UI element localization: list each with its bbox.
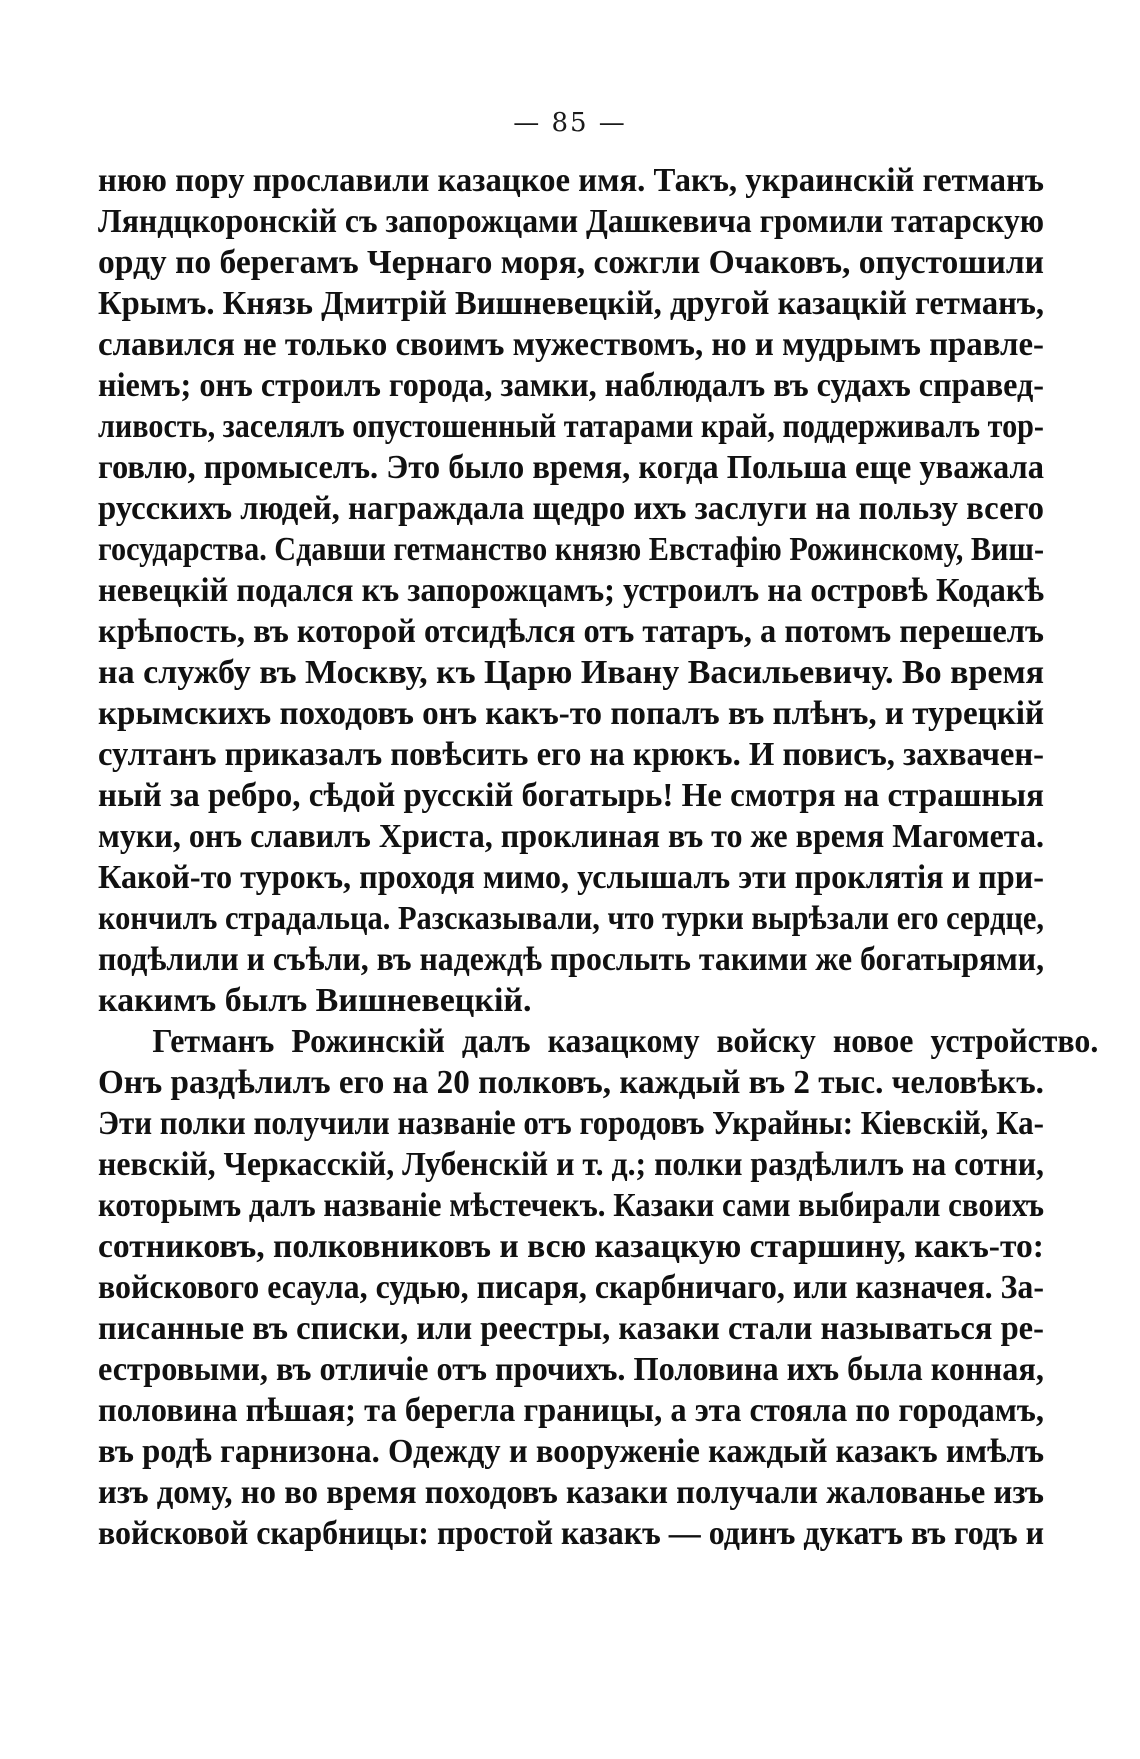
text-line: Эти полки получили названіе отъ городовъ Украйны: Кіевскій, Ка-	[98, 1105, 1044, 1142]
text-line: ный за ребро, сѣдой русскій богатырь! Не смотря на страшныя	[98, 777, 1044, 814]
text-line: изъ дому, но во время походовъ казаки получали жалованье изъ	[98, 1474, 1045, 1511]
text-line: которымъ далъ названіе мѣстечекъ. Казаки сами выбирали своихъ	[98, 1187, 1045, 1224]
body-text	[98, 160, 1099, 1554]
text-line: русскихъ людей, награждала щедро ихъ заслуги на пользу всего	[98, 490, 1045, 527]
text-line: славился не только своимъ мужествомъ, но и мудрымъ правле-	[98, 326, 1044, 363]
text-line: крѣпость, въ которой отсидѣлся отъ татаръ, а потомъ перешелъ	[98, 613, 1044, 650]
text-line: невскій, Черкасскій, Лубенскій и т. д.; полки раздѣлилъ на сотни,	[98, 1146, 1044, 1183]
text-line: кончилъ страдальца. Разсказывали, что турки вырѣзали его сердце,	[98, 900, 1045, 937]
text-line: естровыми, въ отличіе отъ прочихъ. Половина ихъ была конная,	[98, 1351, 1044, 1388]
text-line: Онъ раздѣлилъ его на 20 полковъ, каждый въ 2 тыс. человѣкъ.	[98, 1064, 1044, 1101]
text-line: подѣлили и съѣли, въ надеждѣ прослыть такими же богатырями,	[98, 941, 1045, 978]
text-line: на службу въ Москву, къ Царю Ивану Васильевичу. Во время	[98, 654, 1045, 691]
text-line: войскового есаула, судью, писаря, скарбничаго, или казначея. За-	[98, 1269, 1044, 1306]
text-line: говлю, промыселъ. Это было время, когда Польша еще уважала	[98, 449, 1044, 486]
text-line: Гетманъ Рожинскій далъ казацкому войску новое устройство.	[152, 1023, 1099, 1060]
text-line: половина пѣшая; та берегла границы, а эта стояла по городамъ,	[98, 1392, 1044, 1429]
text-line: нюю пору прославили казацкое имя. Такъ, украинскій гетманъ	[98, 162, 1045, 199]
text-line: невецкій подался къ запорожцамъ; устроилъ на островѣ Кодакѣ	[98, 572, 1045, 609]
text-line: ливость, заселялъ опустошенный татарами край, поддерживалъ тор-	[98, 408, 1044, 445]
page-number: — 85 —	[513, 108, 627, 138]
text-line: орду по берегамъ Чернаго моря, сожгли Очаковъ, опустошили	[98, 244, 1045, 281]
text-line: Какой-то турокъ, проходя мимо, услышалъ эти проклятія и при-	[98, 859, 1044, 896]
text-line: въ родѣ гарнизона. Одежду и вооруженіе каждый казакъ имѣлъ	[98, 1433, 1045, 1470]
text-line: ніемъ; онъ строилъ города, замки, наблюдалъ въ судахъ справед-	[98, 367, 1045, 404]
text-line: государства. Сдавши гетманство князю Евстафію Рожинскому, Виш-	[98, 531, 1045, 568]
text-line: писанные въ списки, или реестры, казаки стали называться ре-	[98, 1310, 1044, 1347]
text-line: какимъ былъ Вишневецкій.	[98, 982, 532, 1019]
text-line: сотниковъ, полковниковъ и всю казацкую старшину, какъ-то:	[98, 1228, 1045, 1265]
text-line: крымскихъ походовъ онъ какъ-то попалъ въ плѣнъ, и турецкій	[98, 695, 1045, 732]
text-line: войсковой скарбницы: простой казакъ — одинъ дукатъ въ годъ и	[98, 1515, 1045, 1552]
text-line: Ляндцкоронскій съ запорожцами Дашкевича громили татарскую	[98, 203, 1045, 240]
text-line: муки, онъ славилъ Христа, проклиная въ то же время Магомета.	[98, 818, 1045, 855]
text-line: султанъ приказалъ повѣсить его на крюкъ. И повисъ, захвачен-	[98, 736, 1045, 773]
text-line: Крымъ. Князь Дмитрій Вишневецкій, другой казацкій гетманъ,	[98, 285, 1045, 322]
